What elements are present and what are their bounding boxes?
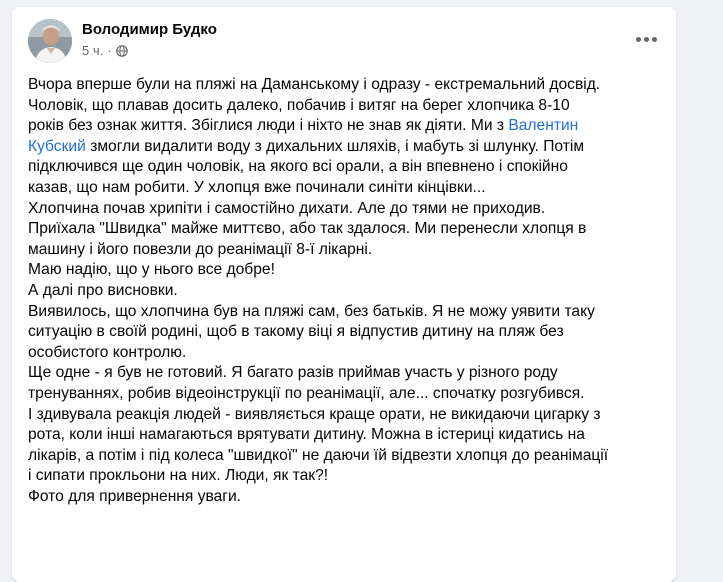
globe-icon[interactable] bbox=[116, 45, 128, 57]
mention-link[interactable]: Валентин Кубский bbox=[28, 117, 579, 155]
post-text-part-2: змогли видалити воду з дихальних шляхів, і мабуть зі шлунку. Потім підключився ще один чоловік, на якого всі орали, а він впевнено і спокійно казав, що нам робити. У хлопця вже починали синіти кінцівки... Хлопчина почав хрипіти і самостійно дихати. Але до тями не приходив. Приїхала "Швидка" майже миттєво, або так здалося. Ми перенесли хлопця в машину і його повезли до реанімації 8-ї лікарні. Маю надію, що у нього все добре! А далі про висновки. Виявилось, що хлопчина був на пляжі сам, без батьків. Я не можу уявити таку ситуацію в своїй родині, щоб в такому віці я відпустив дитину на пляж без особистого контролю. Ще одне - я був не готовий. Я багато разів приймав участь у різного роду тренуваннях, робив відеоінструкції по реанімації, але... спочатку розгубився. І здивувала реакція людей - виявляється краще орати, не викидаючи цигарку з рота, коли інші намагаються врятувати дитину. Можна в істериці кидатись на лікарів, а потім і під колеса "швидкої" не даючи їй відвезти хлопця до реанімації і сипати прокльони на них. Люди, як так?! Фото для привернення уваги. bbox=[28, 137, 609, 505]
more-options-icon bbox=[636, 37, 641, 42]
meta-separator: · bbox=[107, 43, 112, 58]
more-options-icon bbox=[652, 37, 657, 42]
post-meta bbox=[82, 43, 128, 58]
post-body bbox=[28, 75, 678, 507]
more-options-icon bbox=[644, 37, 649, 42]
more-options-button[interactable] bbox=[628, 25, 664, 53]
post-timestamp[interactable]: 5 ч. bbox=[82, 43, 104, 58]
author-name[interactable]: Володимир Будко bbox=[82, 21, 217, 38]
post-text-part-1: Вчора вперше були на пляжі на Даманському і одразу - екстремальний досвід. Чоловік, що плавав досить далеко, побачив і витяг на берег хлопчика 8-10 років без ознак життя. Збіглися люди і ніхто не знав як діяти. Ми з bbox=[28, 76, 601, 135]
avatar-image bbox=[28, 19, 72, 63]
author-avatar[interactable] bbox=[28, 19, 72, 63]
post-card bbox=[12, 7, 676, 582]
